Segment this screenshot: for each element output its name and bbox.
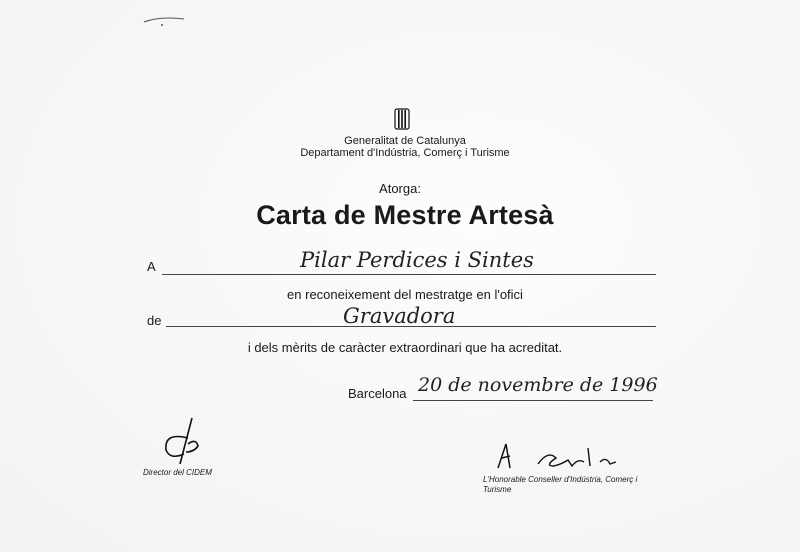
recipient-line (162, 274, 656, 275)
recipient-name: Pilar Perdices i Sintes (300, 248, 534, 272)
recipient-prefix: A (147, 259, 156, 274)
generalitat-emblem-icon (394, 108, 410, 130)
conseller-title: L'Honorable Conseller d'Indústria, Comerç i Turisme (483, 475, 638, 494)
trade-prefix: de (147, 313, 162, 328)
date-line (413, 400, 653, 401)
department-name: Departament d'Indústria, Comerç i Turisme (300, 147, 510, 159)
director-signature (158, 416, 208, 468)
stray-pen-mark (140, 14, 190, 30)
merits-text: i dels mèrits de caràcter extraordinari que ha acreditat. (247, 340, 563, 355)
director-title: Director del CIDEM (143, 468, 212, 477)
issue-date: 20 de novembre de 1996 (418, 374, 658, 396)
trade-name: Gravadora (343, 304, 456, 328)
recognition-text: en reconeixement del mestratge en l'ofici (287, 287, 523, 302)
conseller-signature (492, 440, 632, 474)
place: Barcelona (348, 386, 407, 401)
certificate-title: Carta de Mestre Artesà (256, 200, 554, 230)
org-name: Generalitat de Catalunya (344, 135, 466, 147)
award-intro: Atorga: (379, 181, 421, 196)
